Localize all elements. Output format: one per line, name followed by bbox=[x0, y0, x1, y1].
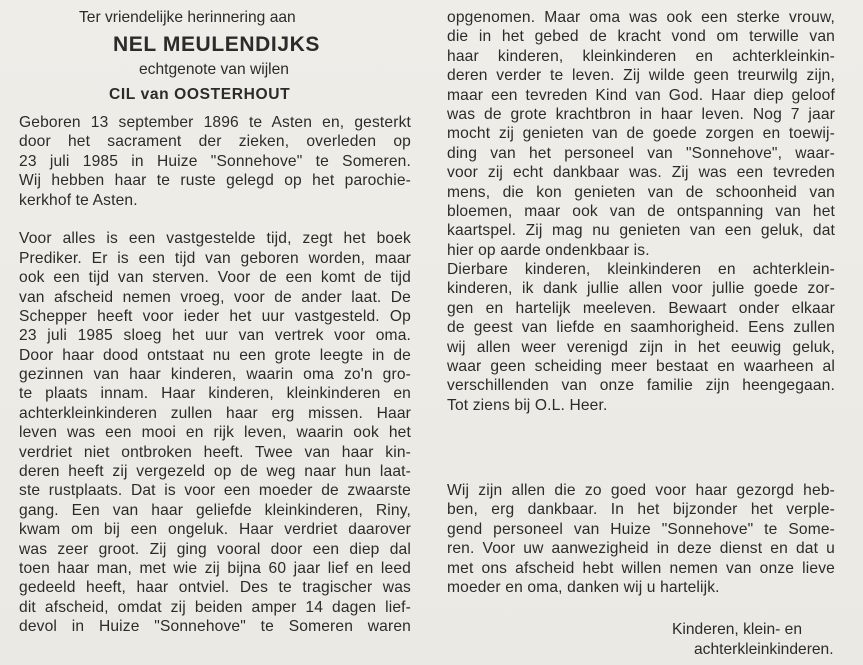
text-line: te plaats innam. Haar kinderen, kleinkinderen en bbox=[19, 385, 411, 403]
text-line: van afscheid nemen vroeg, voor de ander laat. De bbox=[19, 288, 411, 306]
text-line: Door haar dood ontstaat nu een grote leegte in de bbox=[19, 346, 411, 364]
text-line: Geboren 13 september 1896 te Asten en, gesterkt bbox=[19, 114, 411, 131]
text-line: devol in Huize "Sonnehove" te Someren waren bbox=[19, 618, 411, 636]
right-column-thanks bbox=[447, 481, 835, 597]
text-line: 23 juli 1985 in Huize "Sonnehove" te Someren. bbox=[19, 152, 411, 170]
text-line: deren heeft zij vergezeld op de weg naar hun laat- bbox=[19, 463, 411, 481]
text-line: moeder en oma, danken wij u hartelijk. bbox=[447, 578, 720, 596]
text-line: mocht zij genieten van de goede zorgen en toewij- bbox=[447, 125, 835, 143]
text-line: opgenomen. Maar oma was ook een sterke vrouw, bbox=[447, 9, 835, 26]
signature-line-2: achterkleinkinderen. bbox=[694, 641, 834, 658]
birth-death-paragraph bbox=[19, 113, 411, 210]
husband-name: CIL van OOSTERHOUT bbox=[109, 86, 291, 103]
text-line: voor zij echt dankbaar was. Zij was een tevreden bbox=[447, 164, 835, 182]
continuation-paragraph bbox=[447, 8, 835, 415]
text-line: gezinnen van haar kinderen, waarin oma zo'n gro- bbox=[19, 366, 411, 384]
text-line: Wij hebben haar te ruste gelegd op het parochie- bbox=[19, 172, 411, 190]
signature-line-1: Kinderen, klein- en bbox=[672, 621, 803, 638]
text-line: wij allen weer verenigd zijn in het eeuwig geluk, bbox=[447, 338, 835, 356]
text-line: kwam om bij een ongeluk. Haar verdriet daarover bbox=[19, 521, 411, 539]
text-line: mens, die kon genieten van de schoonheid van bbox=[447, 183, 835, 201]
text-line: die in het gebed de kracht vond om terwille van bbox=[447, 28, 835, 46]
text-line: gen en hartelijk meeleven. Bewaart onder elkaar bbox=[447, 299, 835, 317]
text-line: kinderen, ik dank jullie allen voor jullie goede zor- bbox=[447, 280, 835, 298]
text-line: waar geen scheiding meer bestaat en waarheen al bbox=[447, 358, 835, 376]
text-line: 23 juli 1985 sloeg het uur van vertrek voor oma. bbox=[19, 327, 411, 345]
text-line: deren verder te leven. Zij wilde geen treurwilg zijn, bbox=[447, 67, 835, 85]
text-line: Prediker. Er is een tijd van geboren worden, maar bbox=[19, 249, 411, 267]
text-line: toen haar man, met wie zij bijna 60 jaar lief en leed bbox=[19, 559, 411, 577]
text-line: achterkleinkinderen zullen haar erg missen. Haar bbox=[19, 404, 411, 422]
subtitle-text: echtgenote van wijlen bbox=[139, 61, 289, 78]
text-line: was de grote krachtbron in haar leven. Nog 7 jaar bbox=[447, 105, 835, 123]
text-line: Tot ziens bij O.L. Heer. bbox=[447, 396, 608, 414]
text-line: Dierbare kinderen, kleinkinderen en achterklein- bbox=[447, 261, 835, 279]
text-line: door het sacrament der zieken, overleden op bbox=[19, 133, 411, 151]
text-line: kerkhof te Asten. bbox=[19, 191, 138, 209]
text-line: verdriet niet ontbroken heeft. Twee van haar kin- bbox=[19, 443, 411, 461]
text-line: Wij zijn allen die zo goed voor haar gezorgd heb- bbox=[447, 482, 835, 499]
text-line: kaartspel. Zij mag nu genieten van een geluk, dat bbox=[447, 222, 835, 240]
text-line: ding van het personeel van "Sonnehove", waar- bbox=[447, 144, 835, 162]
text-line: bloemen, maar ook van de ontspanning van het bbox=[447, 202, 835, 220]
text-line: haar kinderen, kleinkinderen en achterkleinkin- bbox=[447, 47, 835, 65]
thanks-paragraph bbox=[447, 481, 835, 597]
text-line: leven was een mooi en rijk leven, waarin ook het bbox=[19, 424, 411, 442]
text-line: hier op aarde ondenkbaar is. bbox=[447, 241, 650, 259]
text-line: ben, erg dankbaar. In het bijzonder het verple- bbox=[447, 501, 835, 519]
text-line: ook een tijd van sterven. Voor de een komt de tijd bbox=[19, 269, 411, 287]
left-column bbox=[19, 8, 411, 637]
text-line: verschillenden van onze familie zijn heengegaan. bbox=[447, 377, 835, 395]
reflection-paragraph bbox=[19, 229, 411, 636]
text-line: gang. Een van haar geliefde kleinkinderen, Riny, bbox=[19, 501, 411, 519]
text-line: gedeeld heeft, haar ontviel. Des te tragischer was bbox=[19, 579, 411, 597]
text-line: de geest van liefde en saamhorigheid. Eens zullen bbox=[447, 319, 835, 337]
text-line: dit afscheid, omdat zij beiden amper 14 dagen lief- bbox=[19, 598, 411, 616]
intro-text: Ter vriendelijke herinnering aan bbox=[79, 9, 296, 26]
text-line: gend personeel van Huize "Sonnehove" te Some- bbox=[447, 520, 835, 538]
paragraph-gap bbox=[19, 210, 411, 229]
text-line: Voor alles is een vastgestelde tijd, zegt het boek bbox=[19, 230, 411, 248]
text-line: Schepper heeft voor ieder het uur vastgesteld. Op bbox=[19, 307, 411, 325]
text-line: ren. Voor uw aanwezigheid in deze dienst en dat u bbox=[447, 540, 835, 558]
right-column bbox=[447, 8, 835, 415]
text-line: met ons afscheid hebt willen nemen van onze lieve bbox=[447, 559, 835, 577]
deceased-name: NEL MEULENDIJKS bbox=[113, 33, 320, 56]
text-line: was zeer groot. Zij ging vooral door een diep dal bbox=[19, 540, 411, 558]
text-line: ste rustplaats. Dat is voor een moeder de zwaarste bbox=[19, 482, 411, 500]
text-line: maar een tevreden Kind van God. Haar diep geloof bbox=[447, 86, 835, 104]
